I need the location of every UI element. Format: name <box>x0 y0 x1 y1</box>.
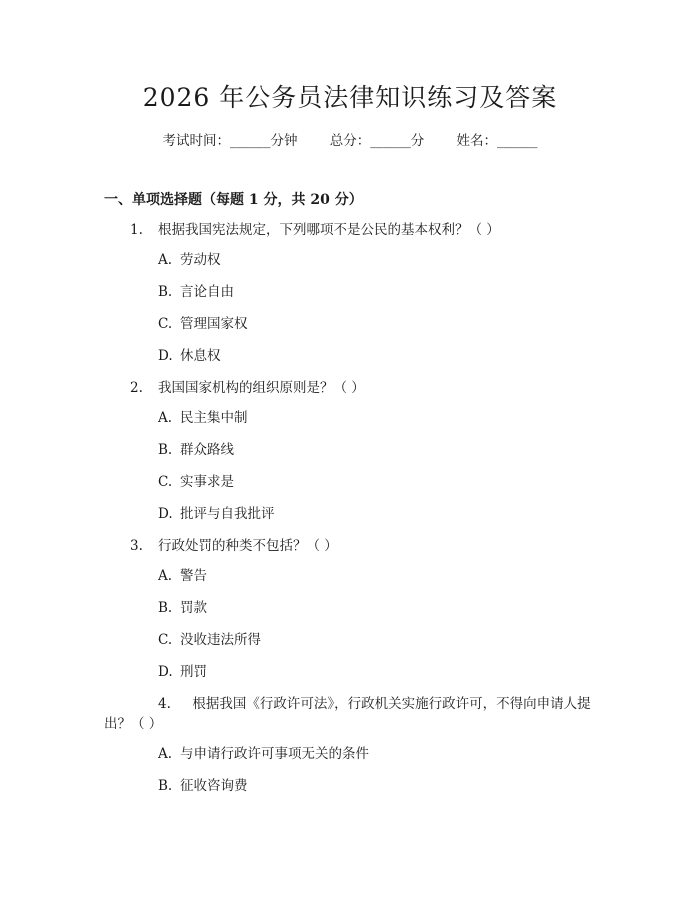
document-title: 2026 年公务员法律知识练习及答案 <box>142 83 558 112</box>
option-text: 没收违法所得 <box>180 632 261 648</box>
option-text: 管理国家权 <box>180 316 248 332</box>
option-text: 休息权 <box>180 348 221 364</box>
option-text: 言论自由 <box>180 284 234 300</box>
question-number: 1. <box>130 222 143 238</box>
option-letter: D. <box>158 664 173 680</box>
question-number: 4. <box>158 696 171 712</box>
option-letter: B. <box>158 284 173 300</box>
option-2a <box>104 408 596 428</box>
exam-name: 姓名：______ <box>456 133 538 149</box>
option-letter: A. <box>158 252 173 268</box>
option-letter: A. <box>158 746 173 762</box>
option-letter: D. <box>158 348 173 364</box>
option-3c <box>104 630 596 650</box>
option-letter: A. <box>158 568 173 584</box>
option-1c <box>104 314 596 334</box>
question-4 <box>104 694 596 734</box>
exam-meta <box>0 131 700 151</box>
option-text: 罚款 <box>180 600 207 616</box>
option-text: 民主集中制 <box>180 410 248 426</box>
question-text: 根据我国宪法规定，下列哪项不是公民的基本权利？（ ） <box>158 222 500 238</box>
option-3a <box>104 566 596 586</box>
option-text: 刑罚 <box>180 664 207 680</box>
option-1d <box>104 346 596 366</box>
question-number: 3. <box>130 538 143 554</box>
question-2 <box>104 378 596 398</box>
option-letter: B. <box>158 778 173 794</box>
option-3d <box>104 662 596 682</box>
option-letter: C. <box>158 474 173 490</box>
question-1 <box>104 220 596 240</box>
option-letter: A. <box>158 410 173 426</box>
option-2c <box>104 472 596 492</box>
option-letter: B. <box>158 442 173 458</box>
option-2d <box>104 504 596 524</box>
section-title: 一、单项选择题（每题 1 分，共 20 分） <box>104 192 363 208</box>
option-2b <box>104 440 596 460</box>
exam-time: 考试时间：______分钟 <box>162 133 298 149</box>
option-1a <box>104 250 596 270</box>
option-text: 群众路线 <box>180 442 234 458</box>
question-list <box>104 220 596 808</box>
option-text: 警告 <box>180 568 207 584</box>
option-1b <box>104 282 596 302</box>
option-text: 征收咨询费 <box>180 778 248 794</box>
option-3b <box>104 598 596 618</box>
question-3 <box>104 536 596 556</box>
option-letter: B. <box>158 600 173 616</box>
exam-score: 总分：______分 <box>329 133 425 149</box>
option-letter: D. <box>158 506 173 522</box>
option-text: 批评与自我批评 <box>180 506 275 522</box>
question-text: 根据我国《行政许可法》，行政机关实施行政许可，不得向申请人提出？（ ） <box>104 696 591 732</box>
option-letter: C. <box>158 632 173 648</box>
option-text: 与申请行政许可事项无关的条件 <box>180 746 369 762</box>
option-4b <box>104 776 596 796</box>
option-letter: C. <box>158 316 173 332</box>
question-text: 行政处罚的种类不包括？（ ） <box>158 538 338 554</box>
question-text: 我国国家机构的组织原则是？（ ） <box>158 380 365 396</box>
option-text: 实事求是 <box>180 474 234 490</box>
option-text: 劳动权 <box>180 252 221 268</box>
question-number: 2. <box>130 380 143 396</box>
option-4a <box>104 744 596 764</box>
